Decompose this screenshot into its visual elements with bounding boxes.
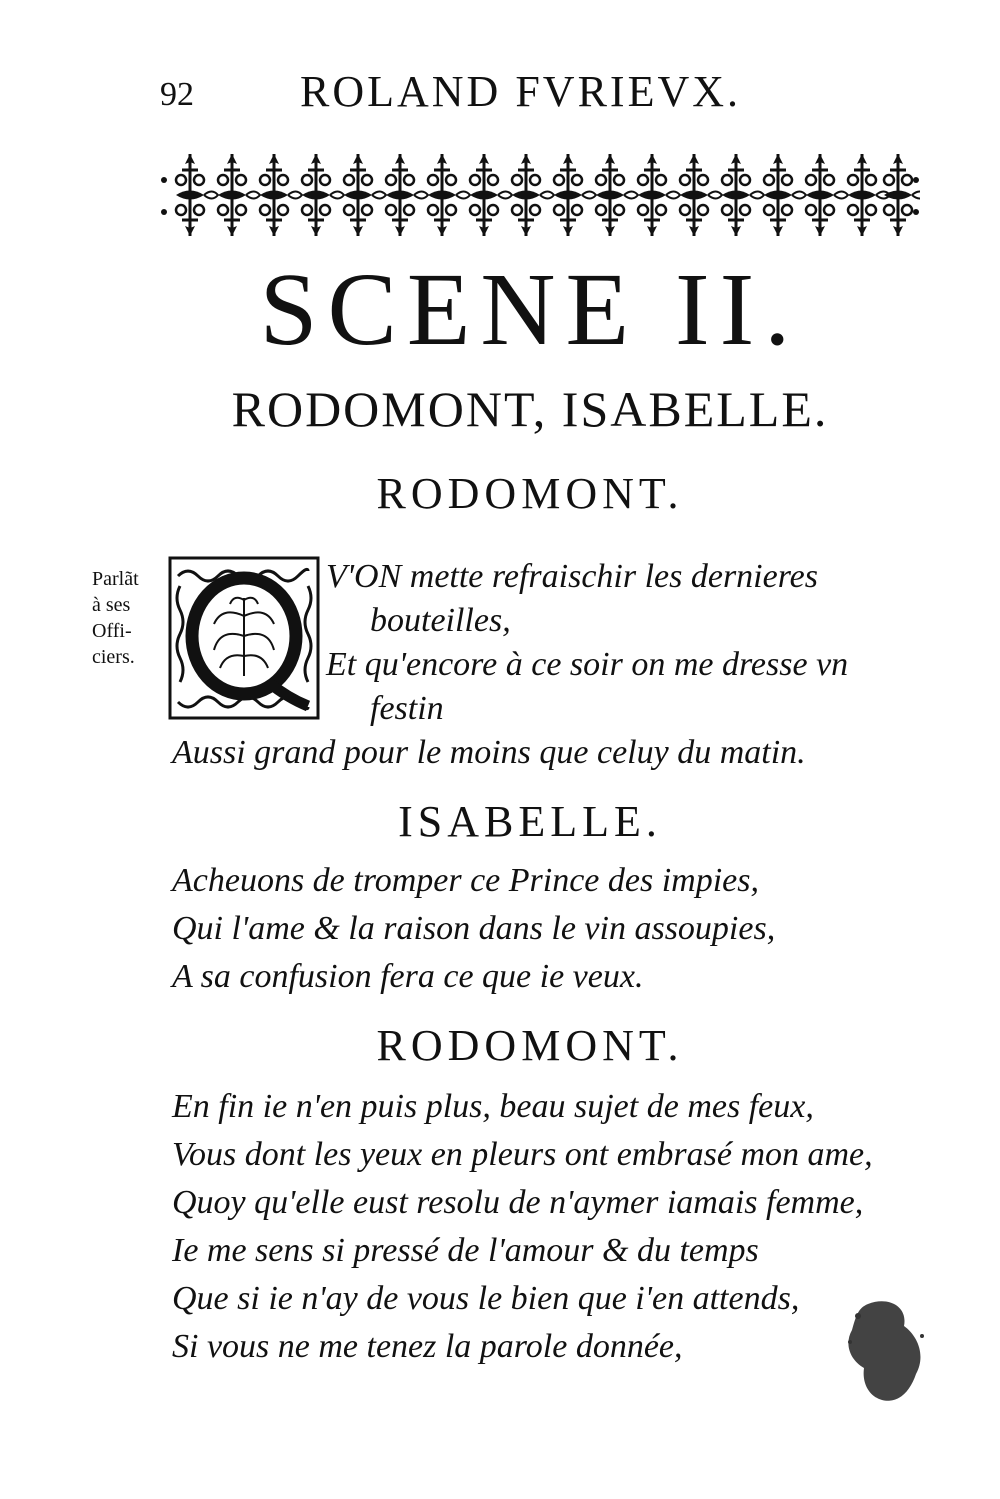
verse-line: V'ON mette refraischir les dernieres: [326, 558, 819, 595]
verse-line: Ie me sens si pressé de l'amour & du temps: [172, 1232, 759, 1269]
speaker-rodomont-2: RODOMONT.: [376, 1021, 684, 1070]
running-title: ROLAND FVRIEVX.: [300, 67, 741, 116]
margin-note-line: Offi-: [92, 620, 132, 642]
verse-line: Acheuons de tromper ce Prince des impies,: [172, 862, 759, 899]
verse-line: Quoy qu'elle eust resolu de n'aymer iamais femme,: [172, 1184, 864, 1221]
margin-note-line: Parlãt: [92, 568, 139, 590]
ornament-band: [160, 150, 920, 240]
verse-line: Vous dont les yeux en pleurs ont embrasé mon ame,: [172, 1136, 873, 1173]
verse-line: Si vous ne me tenez la parole donnée,: [172, 1328, 683, 1365]
scene-characters: RODOMONT, ISABELLE.: [231, 381, 829, 437]
scene-title: SCENE II.: [259, 252, 801, 367]
verse-line: festin: [370, 690, 444, 727]
verse-line: Que si ie n'ay de vous le bien que i'en attends,: [172, 1280, 800, 1317]
verse-line: Qui l'ame & la raison dans le vin assoupies,: [172, 910, 776, 947]
speaker-rodomont-1: RODOMONT.: [376, 469, 684, 518]
verse-line: En fin ie n'en puis plus, beau sujet de mes feux,: [172, 1088, 814, 1125]
verse-line: Et qu'encore à ce soir on me dresse vn: [326, 646, 849, 683]
margin-note: [92, 566, 162, 670]
margin-note-line: à ses: [92, 594, 131, 616]
verse-line: bouteilles,: [370, 602, 511, 639]
running-head: [160, 66, 800, 116]
margin-note-line: ciers.: [92, 646, 135, 668]
page-number: 92: [160, 76, 194, 113]
speaker-isabelle: ISABELLE.: [398, 797, 662, 846]
verse-line: Aussi grand pour le moins que celuy du matin.: [172, 734, 806, 771]
verse-line: A sa confusion fera ce que ie veux.: [172, 958, 644, 995]
decorated-initial: [168, 556, 320, 720]
ink-smudge: [838, 1296, 928, 1406]
